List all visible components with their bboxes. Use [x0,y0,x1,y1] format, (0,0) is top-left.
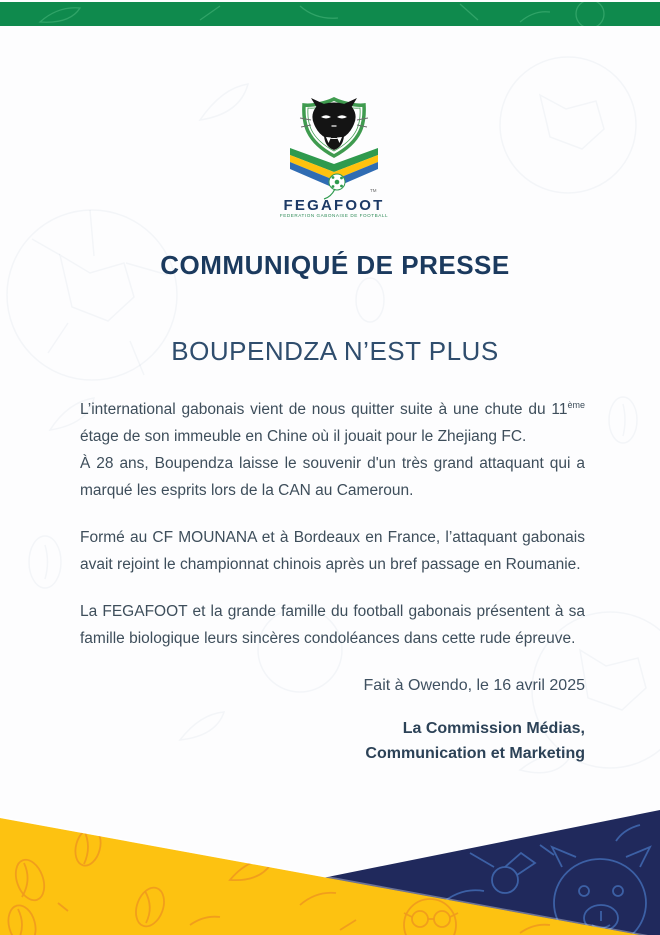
logo-caption: FEDERATION GABONAISE DE FOOTBALL [279,213,389,218]
paragraph-1-line-2: À 28 ans, Boupendza laisse le souvenir d'un très grand attaquant qui a marqué les esprits lors de la CAN au Cameroun. [80,455,585,499]
paragraph-2: Formé au CF MOUNANA et à Bordeaux en France, l’attaquant gabonais avait rejoint le championnat chinois après un bref passage en Roumanie. [80,529,585,573]
paragraph-3: La FEGAFOOT et la grande famille du football gabonais présentent à sa famille biologique leurs sincères condoléances dans cette rude épreuve. [80,603,585,647]
bottom-decorative-bands [0,785,660,935]
press-release-subtitle: BOUPENDZA N’EST PLUS [171,336,499,366]
paragraph-1 [80,396,585,504]
fegafoot-crest-logo [264,93,404,231]
fegafoot-crest-icon [264,93,404,231]
logo-wordmark: FEGAFOOT [283,197,385,214]
signature-block [80,716,585,766]
trademark-mark: TM [370,188,377,193]
signature-line-1: La Commission Médias, [402,720,585,737]
top-green-bar [0,2,660,26]
ordinal-superscript: ème [567,399,585,410]
press-release-body [80,396,585,766]
signature-line-2: Communication et Marketing [365,745,585,762]
paragraph-1-text-cont: étage de son immeuble en Chine où il jouait pour le Zhejiang FC. [80,428,527,445]
dateline: Fait à Owendo, le 16 avril 2025 [363,677,585,694]
paragraph-1-text: L’international gabonais vient de nous quitter suite à une chute du 11 [80,401,568,418]
top-bar-leaf-doodles [0,2,660,26]
press-release-title: COMMUNIQUÉ DE PRESSE [160,250,510,280]
